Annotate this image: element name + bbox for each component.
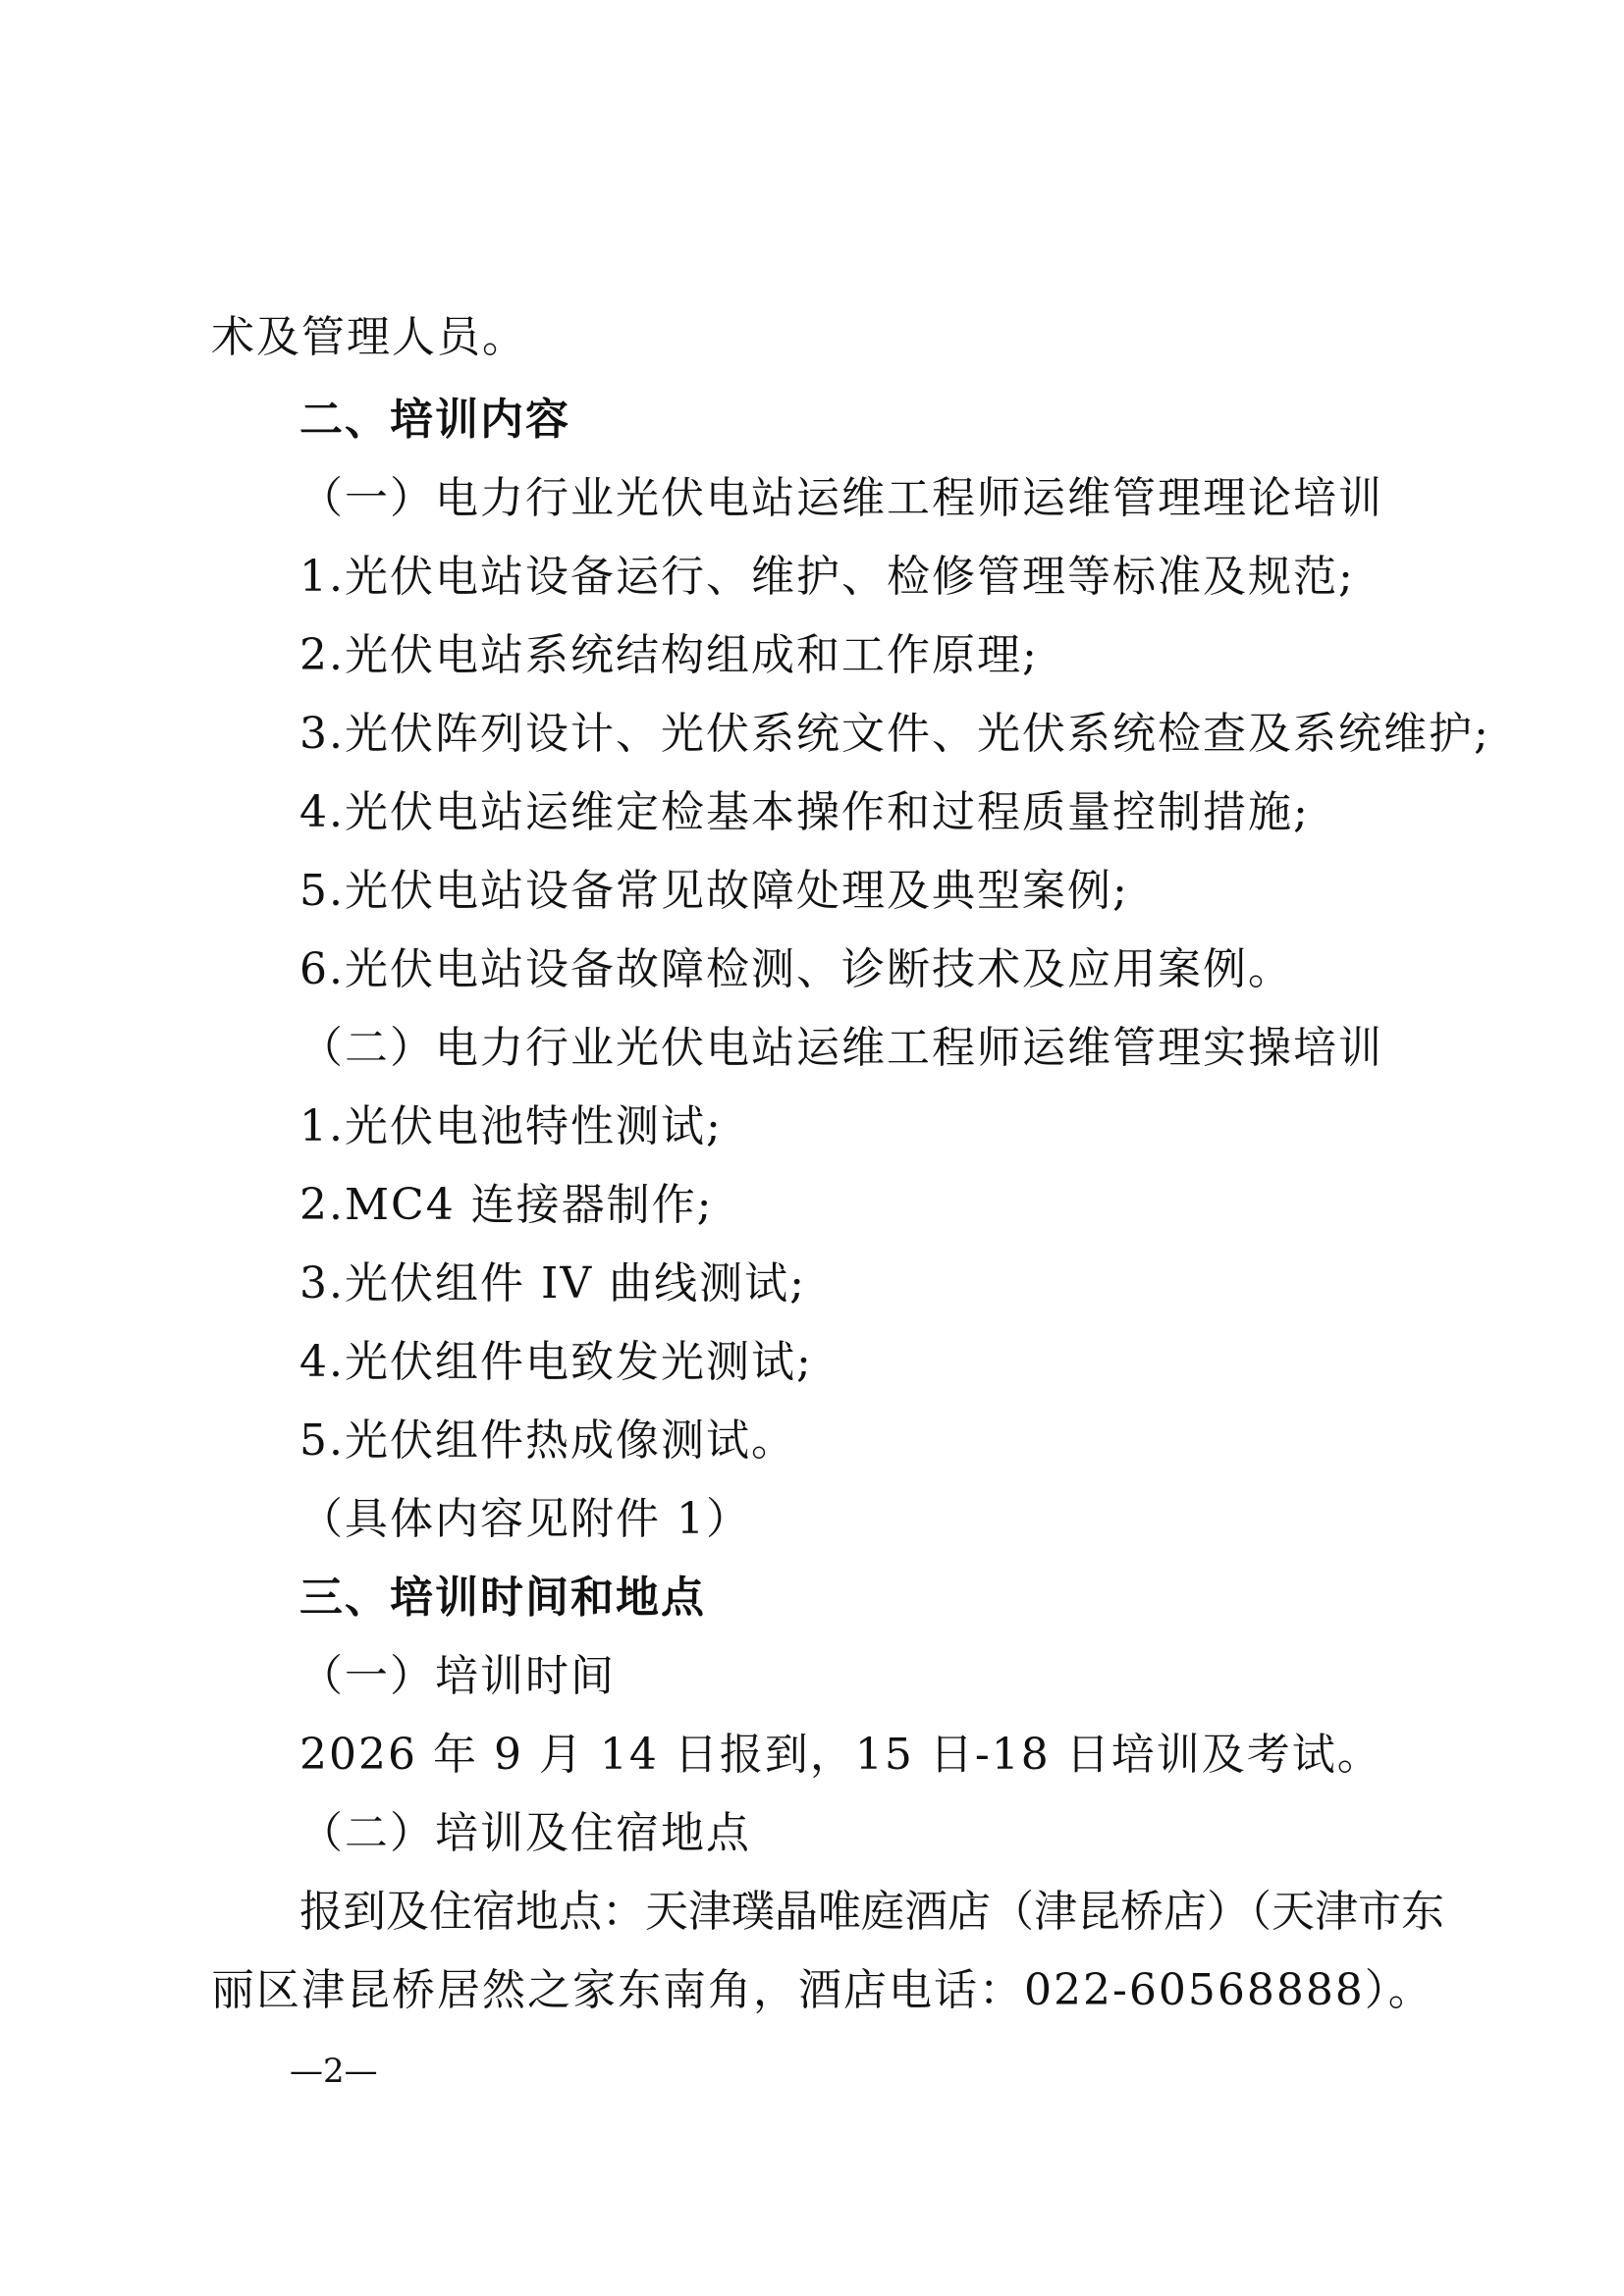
list-item-theory-3: 3.光伏阵列设计、光伏系统文件、光伏系统检查及系统维护; — [299, 709, 1490, 759]
list-item-practical-1: 1.光伏电池特性测试; — [299, 1101, 723, 1151]
section-heading-time-and-place: 三、培训时间和地点 — [299, 1573, 706, 1623]
list-item-theory-1: 1.光伏电站设备运行、维护、检修管理等标准及规范; — [299, 552, 1355, 602]
list-item-theory-6: 6.光伏电站设备故障检测、诊断技术及应用案例。 — [299, 944, 1293, 994]
list-item-theory-4: 4.光伏电站运维定检基本操作和过程质量控制措施; — [299, 787, 1310, 837]
list-item-theory-2: 2.光伏电站系统结构组成和工作原理; — [299, 630, 1039, 680]
list-item-practical-2: 2.MC4 连接器制作; — [299, 1180, 714, 1230]
subsection-heading-theory-training: （一）电力行业光伏电站运维工程师运维管理理论培训 — [299, 473, 1383, 523]
location-text-line-2: 丽区津昆桥居然之家东南角，酒店电话：022-60568888）。 — [211, 1965, 1434, 2015]
section-heading-training-content: 二、培训内容 — [299, 395, 570, 445]
list-item-theory-5: 5.光伏电站设备常见故障处理及典型案例; — [299, 866, 1129, 916]
list-item-practical-4: 4.光伏组件电致发光测试; — [299, 1337, 813, 1387]
attachment-note: （具体内容见附件 1） — [299, 1494, 751, 1544]
training-time-text: 2026 年 9 月 14 日报到，15 日-18 日培训及考试。 — [299, 1730, 1382, 1780]
location-text-line-1: 报到及住宿地点：天津璞晶唯庭酒店（津昆桥店）（天津市东 — [299, 1887, 1444, 1937]
text-line-continuation: 术及管理人员。 — [211, 312, 527, 362]
subsection-heading-training-location: （二）培训及住宿地点 — [299, 1808, 751, 1858]
page-number: —2— — [290, 2052, 378, 2091]
subsection-heading-practical-training: （二）电力行业光伏电站运维工程师运维管理实操培训 — [299, 1023, 1383, 1073]
list-item-practical-5: 5.光伏组件热成像测试。 — [299, 1415, 796, 1466]
subsection-heading-training-time: （一）培训时间 — [299, 1651, 616, 1701]
list-item-practical-3: 3.光伏组件 IV 曲线测试; — [299, 1258, 806, 1308]
